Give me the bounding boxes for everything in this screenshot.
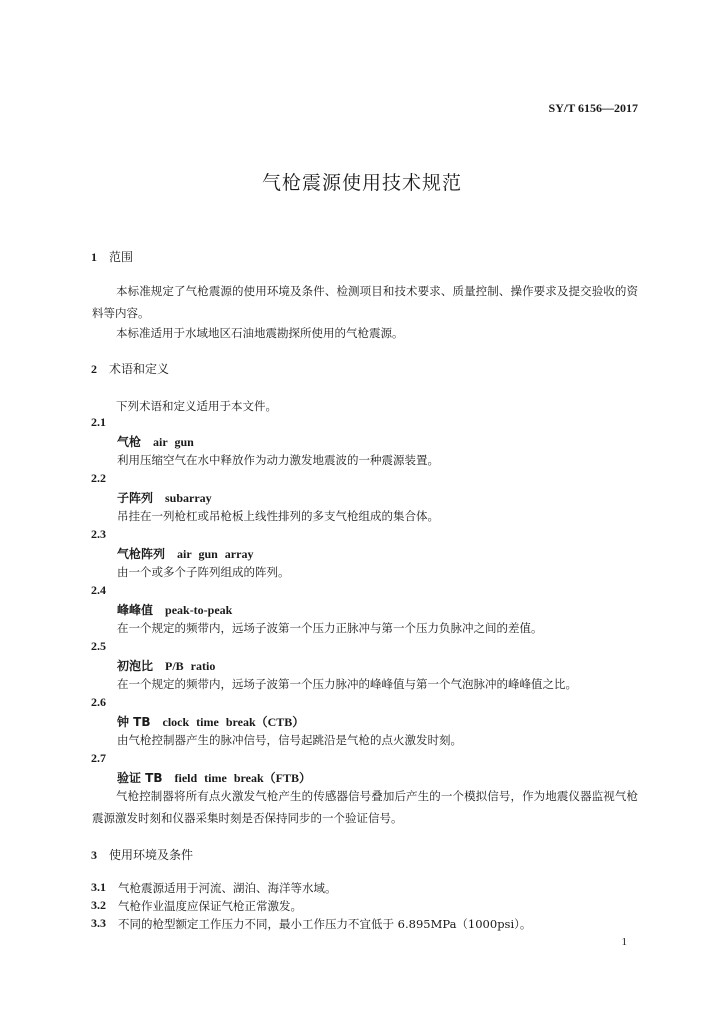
term-heading: [117, 489, 212, 506]
term-definition: 利用压缩空气在水中释放作为动力激发地震波的一种震源装置。: [117, 453, 439, 467]
section-title: 使用环境及条件: [109, 848, 194, 862]
term-definition: 气枪控制器将所有点火激发气枪产生的传感器信号叠加后产生的一个模拟信号，作为地震仪器监视气枪震源激发时刻和仪器采集时刻是否保持同步的一个验证信号。: [92, 789, 638, 825]
scope-paragraph-1: 本标准规定了气枪震源的使用环境及条件、检测项目和技术要求、质量控制、操作要求及提交验收的资料等内容。: [92, 284, 638, 320]
term-zh: 子阵列: [117, 491, 154, 505]
term-definition: 在一个规定的频带内，远场子波第一个压力正脉冲与第一个压力负脉冲之间的差值。: [117, 621, 543, 635]
section-number: 1: [91, 250, 97, 264]
clause-number: 3.1: [91, 880, 106, 894]
term-definition: 吊挂在一列枪杠或吊枪板上线性排列的多支气枪组成的集合体。: [117, 509, 439, 523]
page-number: 1: [621, 936, 627, 948]
section-number: 2: [91, 362, 97, 376]
term-zh: 气枪: [117, 435, 142, 449]
term-definition: 由一个或多个子阵列组成的阵列。: [117, 565, 290, 579]
section-1-heading: [91, 248, 133, 265]
term-zh: 峰峰值: [117, 603, 154, 617]
term-en: field time break（FTB）: [174, 771, 311, 785]
section-title: 范围: [109, 250, 134, 264]
term-en: clock time break（CTB）: [162, 715, 305, 729]
term-zh: 气枪阵列: [117, 547, 166, 561]
terms-intro: 下列术语和定义适用于本文件。: [116, 399, 277, 413]
term-en: peak-to-peak: [165, 603, 233, 617]
term-definition: 在一个规定的频带内，远场子波第一个压力脉冲的峰峰值与第一个气泡脉冲的峰峰值之比。: [117, 677, 577, 691]
section-title: 术语和定义: [109, 362, 170, 376]
term-en: subarray: [165, 491, 212, 505]
term-heading: [117, 769, 311, 786]
clause-number: 3.3: [91, 916, 106, 930]
term-number: 2.4: [91, 583, 106, 597]
standard-code: SY/T 6156—2017: [548, 101, 638, 115]
term-number: 2.3: [91, 527, 106, 541]
term-zh: 初泡比: [117, 659, 154, 673]
term-number: 2.5: [91, 639, 106, 653]
term-en: air gun array: [177, 547, 254, 561]
term-zh: 钟 TB: [117, 715, 151, 729]
term-number: 2.1: [91, 415, 106, 429]
clause-text: 气枪震源适用于河流、湖泊、海洋等水域。: [118, 881, 337, 895]
scope-paragraph-2: 本标准适用于水域地区石油地震勘探所使用的气枪震源。: [116, 326, 404, 340]
term-number: 2.6: [91, 695, 106, 709]
clause-number: 3.2: [91, 898, 106, 912]
term-definition: 由气枪控制器产生的脉冲信号，信号起跳沿是气枪的点火激发时刻。: [117, 733, 462, 747]
term-en: air gun: [153, 435, 194, 449]
section-number: 3: [91, 848, 97, 862]
section-2-heading: [91, 360, 169, 377]
clause-text: 气枪作业温度应保证气枪正常激发。: [118, 899, 302, 913]
document-title: 气枪震源使用技术规范: [261, 172, 462, 194]
term-en: P/B ratio: [165, 659, 216, 673]
term-zh: 验证 TB: [117, 771, 163, 785]
term-heading: [117, 713, 304, 730]
clause-text: 不同的枪型额定工作压力不同，最小工作压力不宜低于 6.895MPa（1000psi）。: [118, 917, 532, 931]
term-heading: [117, 433, 194, 450]
term-heading: [117, 545, 253, 562]
term-number: 2.2: [91, 471, 106, 485]
term-number: 2.7: [91, 751, 106, 765]
section-3-heading: [91, 846, 193, 863]
term-heading: [117, 601, 232, 618]
term-heading: [117, 657, 215, 674]
